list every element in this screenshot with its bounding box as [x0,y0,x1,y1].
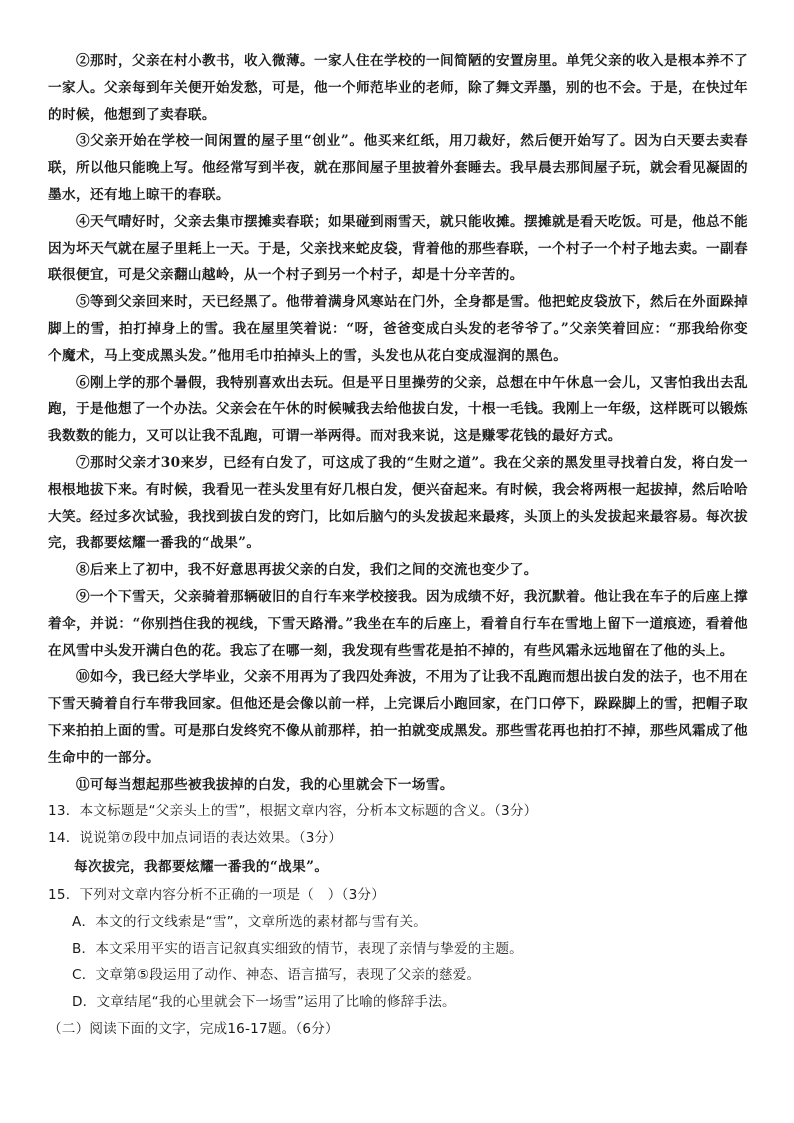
paragraph-4: ④天气晴好时，父亲去集市摆摊卖春联；如果碰到雨雪天，就只能收摊。摆摊就是看天吃饭。可是，他总不能因为坏天气就在屋子里耗上一天。于是，父亲找来蛇皮袋，背着他的那些春联，一个村子一个村子地去卖。一副春联很便宜，可是父亲翻山越岭，从一个村子到另一个村子，却是十分辛苦的。 [48,213,748,284]
paragraph-11: ⑪可每当想起那些被我拔掉的白发，我的心里就会下一场雪。 [76,776,454,793]
paragraph-6: ⑥刚上学的那个暑假，我特别喜欢出去玩。但是平日里操劳的父亲，总想在中午休息一会儿，又害怕我出去乱跑，于是他想了一个办法。父亲会在午休的时候喊我去给他拔白发，十根一毛钱。我刚上一年级，这样既可以锻炼我数数的能力，又可以让我不乱跑，可谓一举两得。而对我来说，这是赚零花钱的最好方式。 [48,374,748,445]
question-14: 14．说说第⑦段中加点词语的表达效果。（3分） [48,830,343,847]
question-15-option-a: A．本文的行文线索是“雪”，文章所选的素材都与雪有关。 [72,913,428,930]
paragraph-9: ⑨一个下雪天，父亲骑着那辆破旧的自行车来学校接我。因为成绩不好，我沉默着。他让我在车子的后座上撑着伞，并说：“你别挡住我的视线，下雪天路滑。”我坐在车的后座上，看着自行车在雪地上留下一道痕迹，看着他在风雪中头发开满白色的花。我忘了在哪一刻，我发现有些雪花是拍不掉的，有些风霜永远地留在了他的头上。 [48,588,748,659]
paragraph-10: ⑩如今，我已经大学毕业，父亲不用再为了我四处奔波，不用为了让我不乱跑而想出拔白发的法子，也不用在下雪天骑着自行车带我回家。但他还是会像以前一样，上完课后小跑回家，在门口停下，跺跺脚上的雪，把帽子取下来拍拍上面的雪。可是那白发终究不像从前那样，拍一拍就变成黑发。那些雪花再也拍打不掉，那些风霜成了他生命中的一部分。 [48,669,748,766]
paragraph-7: ⑦那时父亲才30来岁，已经有白发了，可这成了我的“生财之道”。我在父亲的黑发里寻找着白发，将白发一根根地拔下来。有时候，我看见一茬头发里有好几根白发，便兴奋起来。有时候，我会将两根一起拔掉，然后哈哈大笑。经过多次试验，我找到拔白发的窍门，比如后脑勺的头发拔起来最疼，头顶上的头发拔起来最容易。每次拔完，我都要炫耀一番我的“战果”。 [48,454,748,552]
question-15-option-b: B．本文采用平实的语言记叙真实细致的情节，表现了亲情与挚爱的主题。 [72,940,523,957]
paragraph-8: ⑧后来上了初中，我不好意思再拔父亲的白发，我们之间的交流也变少了。 [76,562,538,579]
paragraph-3: ③父亲开始在学校一间闲置的屋子里“创业”。他买来红纸，用刀裁好，然后便开始写了。因为白天要去卖春联，所以他只能晚上写。他经常写到半夜，就在那间屋子里披着外套睡去。我早晨去那间屋子玩，就会看见凝固的墨水，还有地上晾干的春联。 [48,133,748,203]
question-13: 13．本文标题是“父亲头上的雪”，根据文章内容，分析本文标题的含义。（3分） [48,803,538,820]
section-2-heading: （二）阅读下面的文字，完成16-17题。（6分） [48,1020,339,1037]
question-14-quote: 每次拔完，我都要炫耀一番我的“战果”。 [74,858,329,875]
paragraph-2: ②那时，父亲在村小教书，收入微薄。一家人住在学校的一间简陋的安置房里。单凭父亲的收入是根本养不了一家人。父亲每到年关便开始发愁，可是，他一个师范毕业的老师，除了舞文弄墨，别的也不会。于是，在快过年的时候，他想到了卖春联。 [48,53,748,123]
question-15-option-c: C．文章第⑤段运用了动作、神态、语言描写，表现了父亲的慈爱。 [72,967,481,984]
paragraph-5: ⑤等到父亲回来时，天已经黑了。他带着满身风寒站在门外，全身都是雪。他把蛇皮袋放下，然后在外面跺掉脚上的雪，拍打掉身上的雪。我在屋里笑着说：“呀，爸爸变成白头发的老爷爷了。”父亲笑着回应：“那我给你变个魔术，马上变成黑头发。”他用毛巾拍掉头上的雪，头发也从花白变成湿润的黑色。 [48,294,748,364]
question-15: 15．下列对文章内容分析不正确的一项是（ ）（3分） [48,886,386,903]
question-15-option-d: D．文章结尾“我的心里就会下一场雪”运用了比喻的修辞手法。 [72,994,456,1011]
document-page [48,48,748,1043]
